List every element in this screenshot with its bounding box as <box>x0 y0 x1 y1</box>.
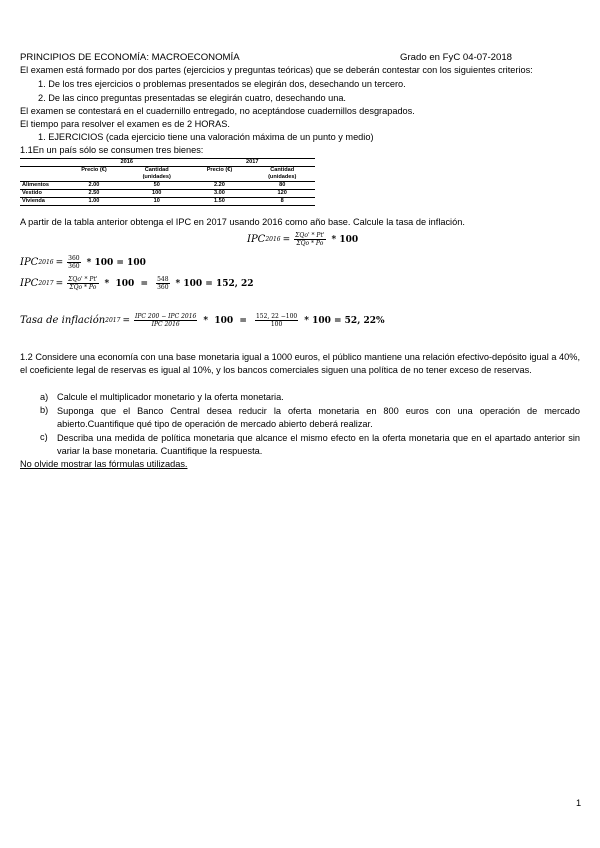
cell-qty: 120 <box>277 190 287 196</box>
item-b-label: b) <box>40 405 49 415</box>
ipc-subscript: 2016 <box>38 259 54 266</box>
col-qty-unit-2017: (unidades) <box>268 174 297 180</box>
ipc-2016-formula: IPC 2016 = $\frac{360}{360}$ * 100 = 100 <box>20 255 146 270</box>
table-row <box>20 190 315 198</box>
cell-price: 1.50 <box>214 198 225 204</box>
cell-price: 1.00 <box>88 198 100 204</box>
question-1-2-text: 1.2 Considere una economía con una base monetaria igual a 1000 euros, el público mantiene una relación efectivo-depósito igual a 40%, el coeficiente legal de reservas es igual al 10%, y los bancos comerciales siguen una política de no tener exceso de reservas. <box>20 352 580 376</box>
criterion-1: 1. De los tres ejercicios o problemas presentados se elegirán dos, desechando un tercero. <box>38 79 406 89</box>
fraction-numerator: 152, 22 −100 <box>255 313 298 320</box>
inflation-subscript: 2017 <box>105 317 121 324</box>
fraction-numerator: ΣQo' * Pt' <box>68 276 98 283</box>
fraction-numerator: 360 <box>68 255 80 262</box>
col-qty-2017: Cantidad <box>270 167 295 173</box>
exam-time-note: El tiempo para resolver el examen es de 2 HORAS. <box>20 119 230 129</box>
ipc-symbol: IPC <box>20 278 39 289</box>
times-100: * 100 = <box>104 278 149 289</box>
fraction-numerator: IPC 200 − IPC 2016 <box>134 313 197 320</box>
ipc-2017-result: * 100 = 152, 22 <box>175 278 254 289</box>
col-qty-2016: Cantidad <box>144 167 169 173</box>
ipc-general-fraction <box>294 232 325 247</box>
col-price-2016: Precio (€) <box>81 167 107 173</box>
ipc-symbol: IPC <box>247 234 266 245</box>
inflation-result: * 100 = 52, 22% <box>304 315 385 326</box>
page-number: 1 <box>576 798 582 808</box>
ipc-2017-formula: IPC 2017 = $\frac{\text{ΣQo' * Pt'}}{\text{ΣQo * Po}}$ * 100 = $\frac{548}{360}$ * 100 = 152, 22 <box>20 276 254 291</box>
exam-notebook-note: El examen se contestará en el cuadernillo entregado, no aceptándose cuadernillos desgrapados. <box>20 106 415 116</box>
col-qty-unit-2016: (unidades) <box>142 174 171 180</box>
formulas-note: No olvide mostrar las fórmulas utilizadas. <box>20 459 188 469</box>
fraction-numerator: ΣQo' * Pt' <box>295 232 325 239</box>
fraction-denominator: ΣQo * Po <box>296 240 324 247</box>
item-c-label: c) <box>40 432 48 442</box>
question-1-1-text: A partir de la tabla anterior obtenga el IPC en 2017 usando 2016 como año base. Calcule la tasa de inflación. <box>20 217 465 227</box>
cell-price: 2.00 <box>88 182 100 188</box>
cell-price: 2.20 <box>214 182 225 188</box>
ipc-symbol: IPC <box>20 257 39 268</box>
table-row <box>20 182 315 190</box>
year-2017-header: 2017 <box>246 159 259 165</box>
item-c-text: Describa una medida de política monetaria que alcance el mismo efecto en la oferta monetaria que en el apartado anterior sin variar la base monetaria. Cuantifique la respuesta. <box>57 433 580 456</box>
row-label: Alimentos <box>22 182 50 188</box>
criterion-2: 2. De las cinco preguntas presentadas se elegirán cuatro, desechando una. <box>38 93 346 103</box>
ipc-2016-result: * 100 = 100 <box>86 257 146 268</box>
row-label: Vestido <box>22 190 42 196</box>
ipc-2017-value-fraction <box>156 276 169 291</box>
cell-qty: 50 <box>153 182 160 188</box>
inflation-fraction <box>134 313 197 328</box>
fraction-numerator: 548 <box>157 276 169 283</box>
inflation-formula: Tasa de inflación 2017 = $\frac{\text{IPC 200 − IPC 2016}}{\text{IPC 2016}}$ * 100 = $\frac{152, 22 -100}{100}$ * 100 = 52, 22% <box>20 313 385 328</box>
question-1-1-intro: 1.1En un país sólo se consumen tres bienes: <box>20 145 204 155</box>
year-2016-header: 2016 <box>120 159 133 165</box>
table-year-row <box>20 159 315 167</box>
section-exercises: 1. EJERCICIOS (cada ejercicio tiene una valoración máxima de un punto y medio) <box>38 132 374 142</box>
inflation-value-fraction <box>255 313 298 328</box>
times-100: * 100 = <box>203 315 247 326</box>
ipc-general-formula: IPC 2016 = $\frac{\text{ΣQo' * Pt'}}{\text{ΣQo * Po}}$ * 100 <box>247 232 359 247</box>
row-label: Vivienda <box>22 198 45 204</box>
item-a-text: Calcule el multiplicador monetario y la oferta monetaria. <box>57 392 284 402</box>
ipc-2016-fraction <box>67 255 80 270</box>
inflation-symbol: Tasa de inflación <box>20 315 106 326</box>
cell-price: 2.50 <box>88 190 100 196</box>
table-unit-row <box>20 174 315 182</box>
col-price-2017: Precio (€) <box>206 167 233 173</box>
cell-qty: 80 <box>279 182 286 188</box>
exam-date: Grado en FyC 04-07-2018 <box>400 52 512 63</box>
cell-qty: 10 <box>153 198 160 204</box>
fraction-denominator: 100 <box>270 321 283 328</box>
cell-qty: 100 <box>152 190 162 196</box>
cell-price: 3.00 <box>214 190 225 196</box>
goods-table <box>20 158 315 206</box>
item-a-label: a) <box>40 392 49 402</box>
cell-qty: 8 <box>280 198 284 204</box>
intro-criteria: El examen está formado por dos partes (ejercicios y preguntas teóricas) que se deberán contestar con los siguientes criterios: <box>20 65 533 75</box>
exam-title: PRINCIPIOS DE ECONOMÍA: MACROECONOMÍA <box>20 52 240 63</box>
times-100: * 100 <box>331 234 359 245</box>
fraction-denominator: IPC 2016 <box>151 321 180 328</box>
item-b-text: Suponga que el Banco Central desea reducir la oferta monetaria en 800 euros con una operación de mercado abierto.Cuantifique qué tipo de operación de mercado abierto deberá realizar. <box>57 406 580 429</box>
ipc-2017-fraction <box>67 276 98 291</box>
table-row <box>20 198 315 206</box>
ipc-subscript: 2016 <box>265 236 281 243</box>
fraction-denominator: 360 <box>157 284 169 291</box>
ipc-subscript: 2017 <box>38 280 54 287</box>
fraction-denominator: ΣQo * Po <box>69 284 97 291</box>
table-col-row <box>20 167 315 175</box>
fraction-denominator: 360 <box>68 263 80 270</box>
